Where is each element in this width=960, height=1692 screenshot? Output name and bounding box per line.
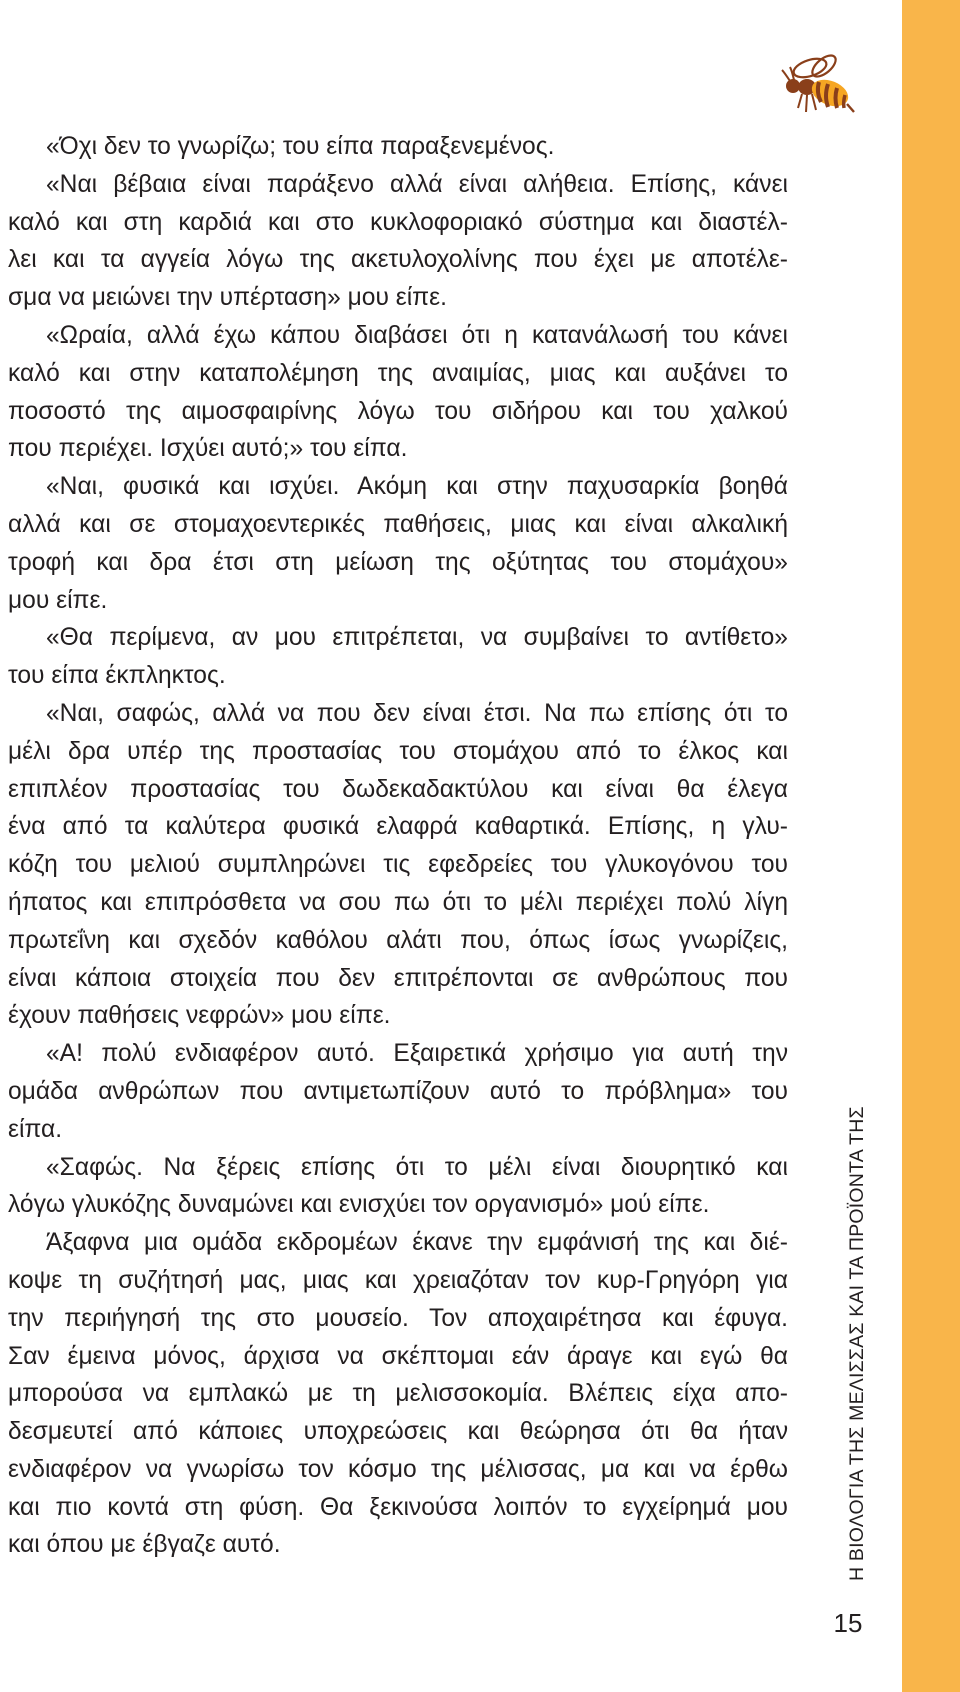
text-line: ενδιαφέρον να γνωρίσω τον κόσμο της μέλισσας, μα και να έρθω <box>8 1455 788 1483</box>
text-line: του είπα έκπληκτος. <box>8 662 226 690</box>
text-line: ήπατος και επιπρόσθετα να σου πω ότι το μέλι περιέχει πολύ λίγη <box>8 888 788 916</box>
text-line: είπα. <box>8 1115 63 1143</box>
text-line: αλλά και σε στομαχοεντερικές παθήσεις, μιας και είναι αλκαλική <box>8 510 788 538</box>
text-line: κόζη του μελιού συμπληρώνει τις εφεδρείες του γλυκογόνου του <box>8 851 788 879</box>
text-line: και πιο κοντά στη φύση. Θα ξεκινούσα λοιπόν το εγχείρημά μου <box>8 1493 788 1521</box>
body-text <box>8 128 788 1564</box>
text-line: λει και τα αγγεία λόγω της ακετυλοχολίνης που έχει με αποτέλε- <box>8 246 788 274</box>
text-line: μου είπε. <box>8 586 108 614</box>
text-line: επιπλέον προστασίας του δωδεκαδακτύλου και είναι θα έλεγα <box>8 775 788 803</box>
text-line: μέλι δρα υπέρ της προστασίας του στομάχου από το έλκος και <box>8 737 788 765</box>
running-title: Η ΒΙΟΛΟΓΙΑ ΤΗΣ ΜΕΛΙΣΣΑΣ ΚΑΙ ΤΑ ΠΡΟΪΟΝΤΑ ΤΗΣ <box>846 1106 868 1581</box>
bee-icon <box>780 52 856 124</box>
text-line: μπορούσα να εμπλακώ με τη μελισσοκομία. Βλέπεις είχα απο- <box>8 1380 788 1408</box>
text-line: σμα να μειώνει την υπέρταση» μου είπε. <box>8 284 447 312</box>
text-line: Άξαφνα μια ομάδα εκδρομέων έκανε την εμφάνισή της και διέ- <box>46 1229 788 1257</box>
text-line: «Ναι, φυσικά και ισχύει. Ακόμη και στην παχυσαρκία βοηθά <box>46 473 788 501</box>
text-line: «Ωραία, αλλά έχω κάπου διαβάσει ότι η κατανάλωσή του κάνει <box>46 321 788 349</box>
text-line: καλό και στην καταπολέμηση της αναιμίας, μιας και αυξάνει το <box>8 359 788 387</box>
side-color-band <box>902 0 960 1692</box>
text-line: «Α! πολύ ενδιαφέρον αυτό. Εξαιρετικά χρήσιμο για αυτή την <box>46 1040 788 1068</box>
text-line: «Σαφώς. Να ξέρεις επίσης ότι το μέλι είναι διουρητικό και <box>46 1153 788 1181</box>
text-line: ένα από τα καλύτερα φυσικά ελαφρά καθαρτικά. Επίσης, η γλυ- <box>8 813 788 841</box>
text-line: που περιέχει. Ισχύει αυτό;» του είπα. <box>8 435 408 463</box>
text-line: «Ναι, σαφώς, αλλά να που δεν είναι έτσι. Να πω επίσης ότι το <box>46 699 788 727</box>
text-line: είναι κάποια στοιχεία που δεν επιτρέπονται σε ανθρώπους που <box>8 964 788 992</box>
text-line: έχουν παθήσεις νεφρών» μου είπε. <box>8 1002 391 1030</box>
text-line: και όπου με έβγαζε αυτό. <box>8 1531 281 1559</box>
text-line: καλό και στη καρδιά και στο κυκλοφοριακό σύστημα και διαστέλ- <box>8 208 788 236</box>
page-number: 15 <box>833 1608 863 1638</box>
text-line: πρωτεΐνη και σχεδόν καθόλου αλάτι που, όπως ίσως γνωρίζεις, <box>8 926 788 954</box>
text-line: ποσοστό της αιμοσφαιρίνης λόγω του σιδήρου και του χαλκού <box>8 397 788 425</box>
text-line: «Όχι δεν το γνωρίζω; του είπα παραξενεμένος. <box>46 133 555 160</box>
text-line: «Ναι βέβαια είναι παράξενο αλλά είναι αλήθεια. Επίσης, κάνει <box>46 170 788 198</box>
text-line: ομάδα ανθρώπων που αντιμετωπίζουν αυτό το πρόβλημα» του <box>8 1077 788 1105</box>
text-line: δεσμευτεί από κάποιες υποχρεώσεις και θεώρησα ότι θα ήταν <box>8 1418 788 1446</box>
text-line: λόγω γλυκόζης δυναμώνει και ενισχύει τον οργανισμό» μού είπε. <box>8 1191 710 1219</box>
text-line: τροφή και δρα έτσι στη μείωση της οξύτητας του στομάχου» <box>8 548 788 576</box>
text-line: «Θα περίμενα, αν μου επιτρέπεται, να συμβαίνει το αντίθετο» <box>46 624 788 652</box>
text-line: κοψε τη συζήτησή μας, μιας και χρειαζόταν τον κυρ-Γρηγόρη για <box>8 1266 788 1294</box>
text-line: Σαν έμεινα μόνος, άρχισα να σκέπτομαι εάν άραγε και εγώ θα <box>8 1342 788 1370</box>
text-line: την περιήγησή της στο μουσείο. Τον αποχαιρέτησα και έφυγα. <box>8 1304 788 1332</box>
